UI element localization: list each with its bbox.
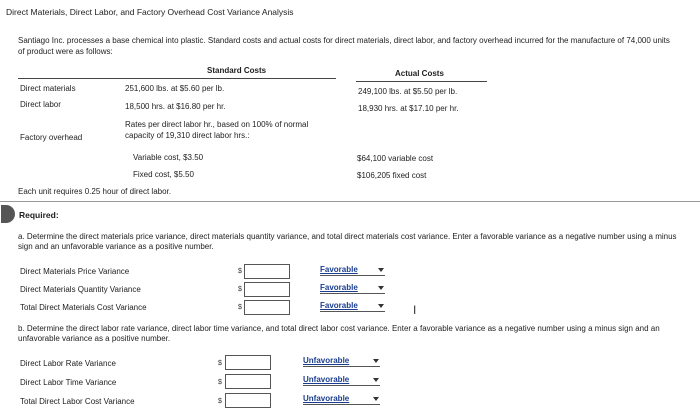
foh-variable-standard: Variable cost, $3.50 bbox=[133, 153, 204, 162]
standard-costs-header: Standard Costs bbox=[207, 66, 267, 75]
dl-rate-variance-select[interactable] bbox=[303, 356, 380, 367]
dm-actual: 249,100 lbs. at $5.50 per lb. bbox=[358, 87, 458, 96]
dm-quantity-variance-input[interactable] bbox=[244, 282, 290, 297]
table-header-rule bbox=[356, 81, 487, 82]
dl-time-variance-label: Direct Labor Time Variance bbox=[20, 378, 117, 387]
dl-standard: 18,500 hrs. at $16.80 per hr. bbox=[125, 102, 226, 111]
dl-rate-variance-input[interactable] bbox=[225, 355, 271, 370]
dl-actual: 18,930 hrs. at $17.10 per hr. bbox=[358, 104, 459, 113]
foh-variable-actual: $64,100 variable cost bbox=[357, 154, 434, 163]
table-header-rule bbox=[18, 78, 336, 79]
dl-time-variance-input[interactable] bbox=[225, 374, 271, 389]
actual-costs-header: Actual Costs bbox=[395, 69, 444, 78]
foh-fixed-standard: Fixed cost, $5.50 bbox=[133, 170, 194, 179]
currency-symbol: $ bbox=[238, 268, 242, 275]
chevron-down-icon bbox=[373, 397, 379, 401]
section-divider bbox=[0, 201, 700, 202]
part-a-prompt: a. Determine the direct materials price variance, direct materials quantity variance, and total direct materials cost variance. Enter a favorable variance as a negative number using a minus sign and an unfavorable variance as a positive number. bbox=[18, 232, 677, 251]
dl-total-variance-input[interactable] bbox=[225, 393, 271, 408]
dm-quantity-variance-label: Direct Materials Quantity Variance bbox=[20, 285, 141, 294]
chevron-down-icon bbox=[373, 378, 379, 382]
dl-rate-variance-selected: Unfavorable bbox=[303, 356, 350, 365]
dl-total-variance-label: Total Direct Labor Cost Variance bbox=[20, 397, 135, 406]
required-label: Required: bbox=[19, 210, 59, 220]
dl-time-variance-select[interactable] bbox=[303, 375, 380, 386]
problem-intro: Santiago Inc. processes a base chemical into plastic. Standard costs and actual costs for direct materials, direct labor, and factory overhead incurred for the manufacture of 74,000 units of product were as follows: bbox=[18, 36, 670, 56]
dm-quantity-variance-select[interactable] bbox=[320, 283, 385, 294]
unit-note: Each unit requires 0.25 hour of direct labor. bbox=[18, 187, 171, 196]
dm-total-variance-select[interactable] bbox=[320, 301, 385, 312]
dm-label: Direct materials bbox=[20, 84, 76, 93]
dm-price-variance-selected: Favorable bbox=[320, 265, 358, 274]
currency-symbol: $ bbox=[218, 398, 222, 405]
currency-symbol: $ bbox=[238, 304, 242, 311]
dl-total-variance-selected: Unfavorable bbox=[303, 394, 350, 403]
dm-price-variance-label: Direct Materials Price Variance bbox=[20, 267, 130, 276]
foh-fixed-actual: $106,205 fixed cost bbox=[357, 171, 427, 180]
foh-rates-line-2: capacity of 19,310 direct labor hrs.: bbox=[125, 131, 250, 140]
page-title: Direct Materials, Direct Labor, and Factory Overhead Cost Variance Analysis bbox=[6, 7, 294, 17]
required-marker-icon bbox=[1, 205, 15, 223]
foh-label: Factory overhead bbox=[20, 133, 83, 142]
dl-total-variance-select[interactable] bbox=[303, 394, 380, 405]
text-cursor-icon: I bbox=[413, 303, 417, 317]
currency-symbol: $ bbox=[238, 286, 242, 293]
dm-total-variance-input[interactable] bbox=[244, 300, 290, 315]
foh-rates-line-1: Rates per direct labor hr., based on 100% of normal bbox=[125, 120, 309, 129]
dm-price-variance-input[interactable] bbox=[244, 264, 290, 279]
dm-standard: 251,600 lbs. at $5.60 per lb. bbox=[125, 84, 225, 93]
chevron-down-icon bbox=[378, 268, 384, 272]
dm-quantity-variance-selected: Favorable bbox=[320, 283, 358, 292]
chevron-down-icon bbox=[373, 359, 379, 363]
chevron-down-icon bbox=[378, 286, 384, 290]
part-b-prompt: b. Determine the direct labor rate variance, direct labor time variance, and total direct labor cost variance. Enter a favorable variance as a negative number using a minus sign and an unfavorable variance as a positive number. bbox=[18, 324, 660, 343]
dm-total-variance-label: Total Direct Materials Cost Variance bbox=[20, 303, 147, 312]
dl-rate-variance-label: Direct Labor Rate Variance bbox=[20, 359, 116, 368]
currency-symbol: $ bbox=[218, 379, 222, 386]
dl-label: Direct labor bbox=[20, 100, 61, 109]
dl-time-variance-selected: Unfavorable bbox=[303, 375, 350, 384]
currency-symbol: $ bbox=[218, 360, 222, 367]
dm-total-variance-selected: Favorable bbox=[320, 301, 358, 310]
dm-price-variance-select[interactable] bbox=[320, 265, 385, 276]
chevron-down-icon bbox=[378, 304, 384, 308]
